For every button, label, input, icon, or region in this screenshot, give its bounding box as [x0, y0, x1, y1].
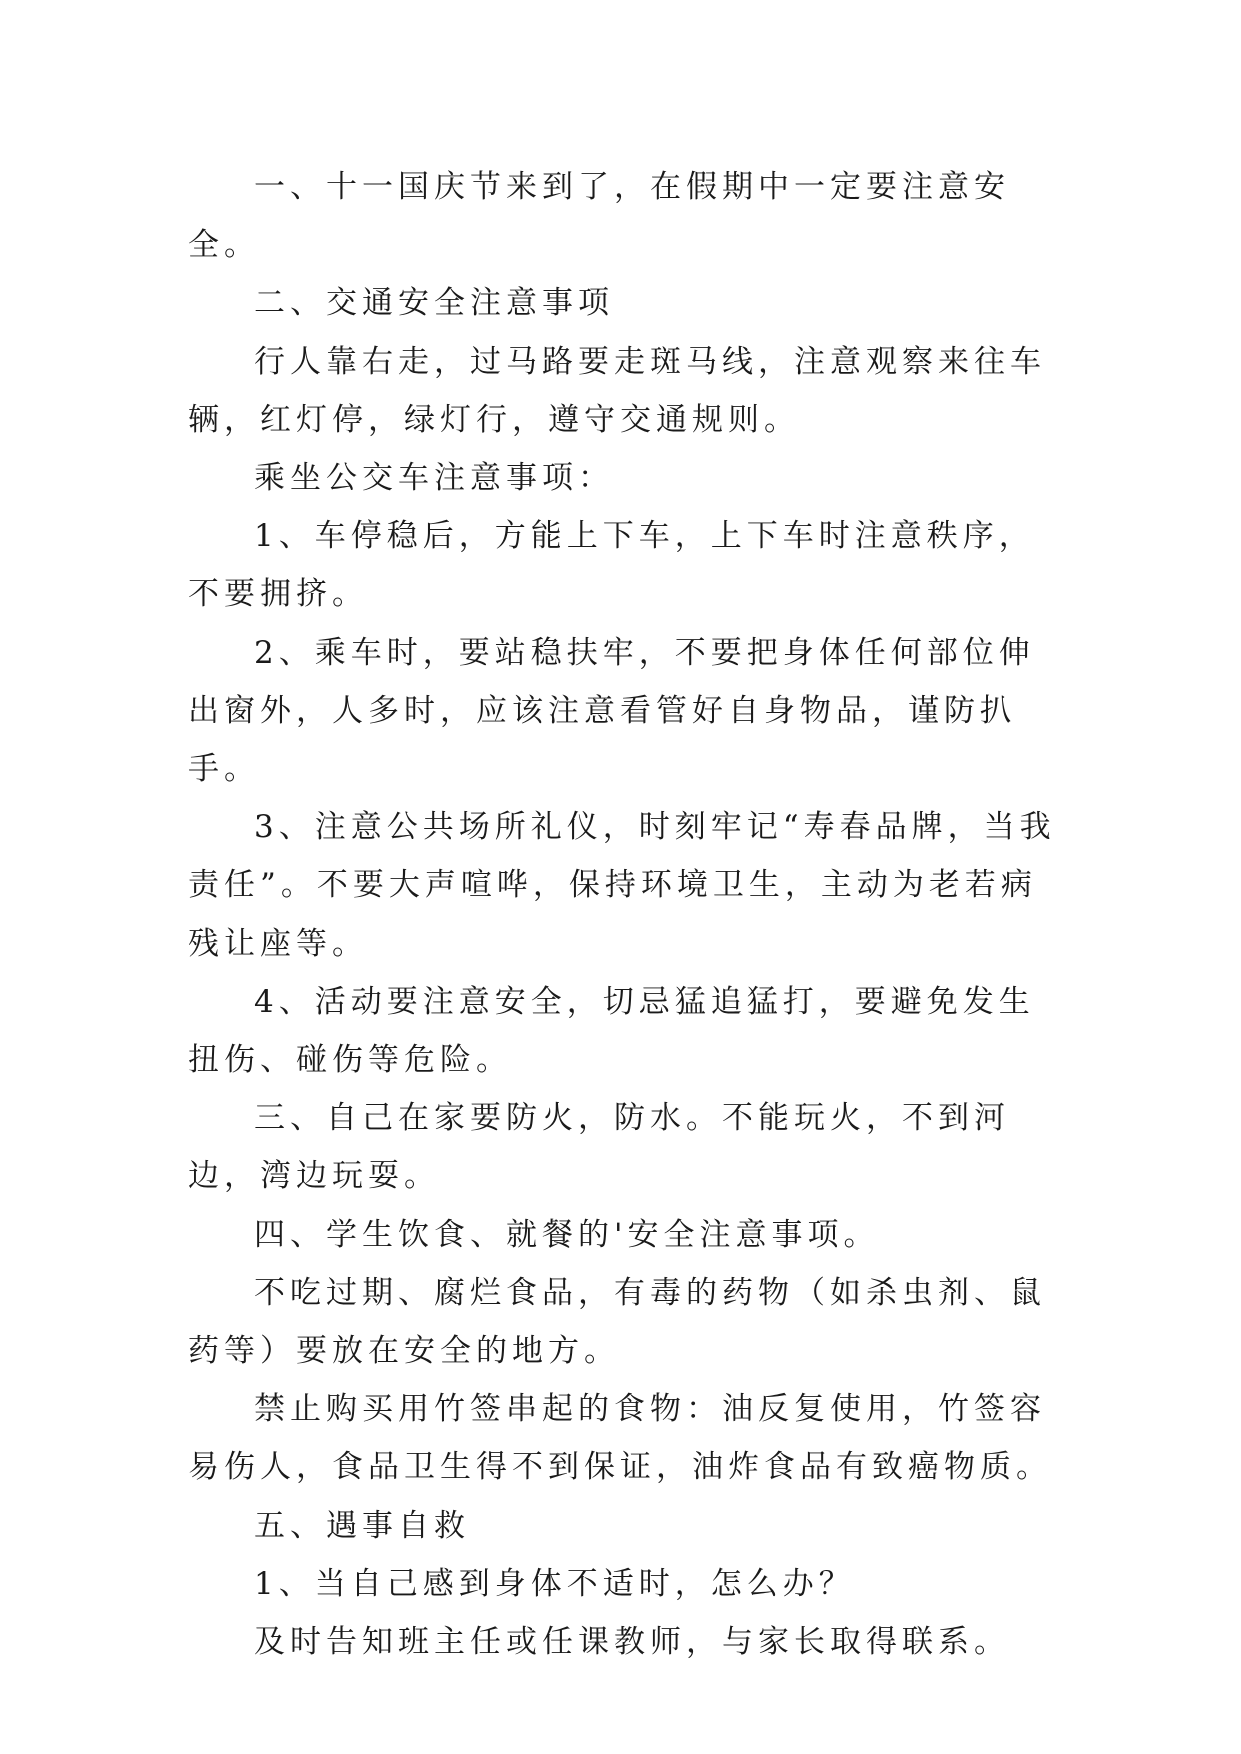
section-heading: 二、交通安全注意事项	[254, 285, 614, 322]
document-body	[188, 158, 1058, 1671]
paragraph: 禁止购买用竹签串起的食物：油反复使用，竹签容易伤人，食品卫生得不到保证，油炸食品有致癌物质。	[188, 1391, 1052, 1486]
list-item: 1、当自己感到身体不适时，怎么办？	[254, 1565, 855, 1602]
section-heading: 四、学生饮食、就餐的'安全注意事项。	[254, 1216, 880, 1253]
paragraph: 不吃过期、腐烂食品，有毒的药物（如杀虫剂、鼠药等）要放在安全的地方。	[188, 1274, 1046, 1370]
paragraph: 一、十一国庆节来到了，在假期中一定要注意安全。	[188, 169, 1010, 264]
list-item: 4、活动要注意安全，切忌猛追猛打，要避免发生扭伤、碰伤等危险。	[188, 983, 1035, 1079]
paragraph: 行人靠右走，过马路要走斑马线，注意观察来往车辆，红灯停，绿灯行，遵守交通规则。	[188, 343, 1046, 438]
list-item: 3、注意公共场所礼仪，时刻牢记“寿春品牌，当我责任”。不要大声喧哗，保持环境卫生，主动为老若病残让座等。	[188, 809, 1056, 962]
paragraph: 及时告知班主任或任课教师，与家长取得联系。	[254, 1624, 1010, 1661]
list-item: 2、乘车时，要站稳扶牢，不要把身体任何部位伸出窗外，人多时，应该注意看管好自身物品，谨防扒手。	[188, 634, 1035, 788]
paragraph: 乘坐公交车注意事项：	[254, 460, 614, 497]
section-heading: 三、自己在家要防火，防水。不能玩火，不到河边，湾边玩耍。	[188, 1100, 1010, 1195]
list-item: 1、车停稳后，方能上下车，上下车时注意秩序，不要拥挤。	[188, 518, 1035, 613]
section-heading: 五、遇事自救	[254, 1507, 470, 1544]
